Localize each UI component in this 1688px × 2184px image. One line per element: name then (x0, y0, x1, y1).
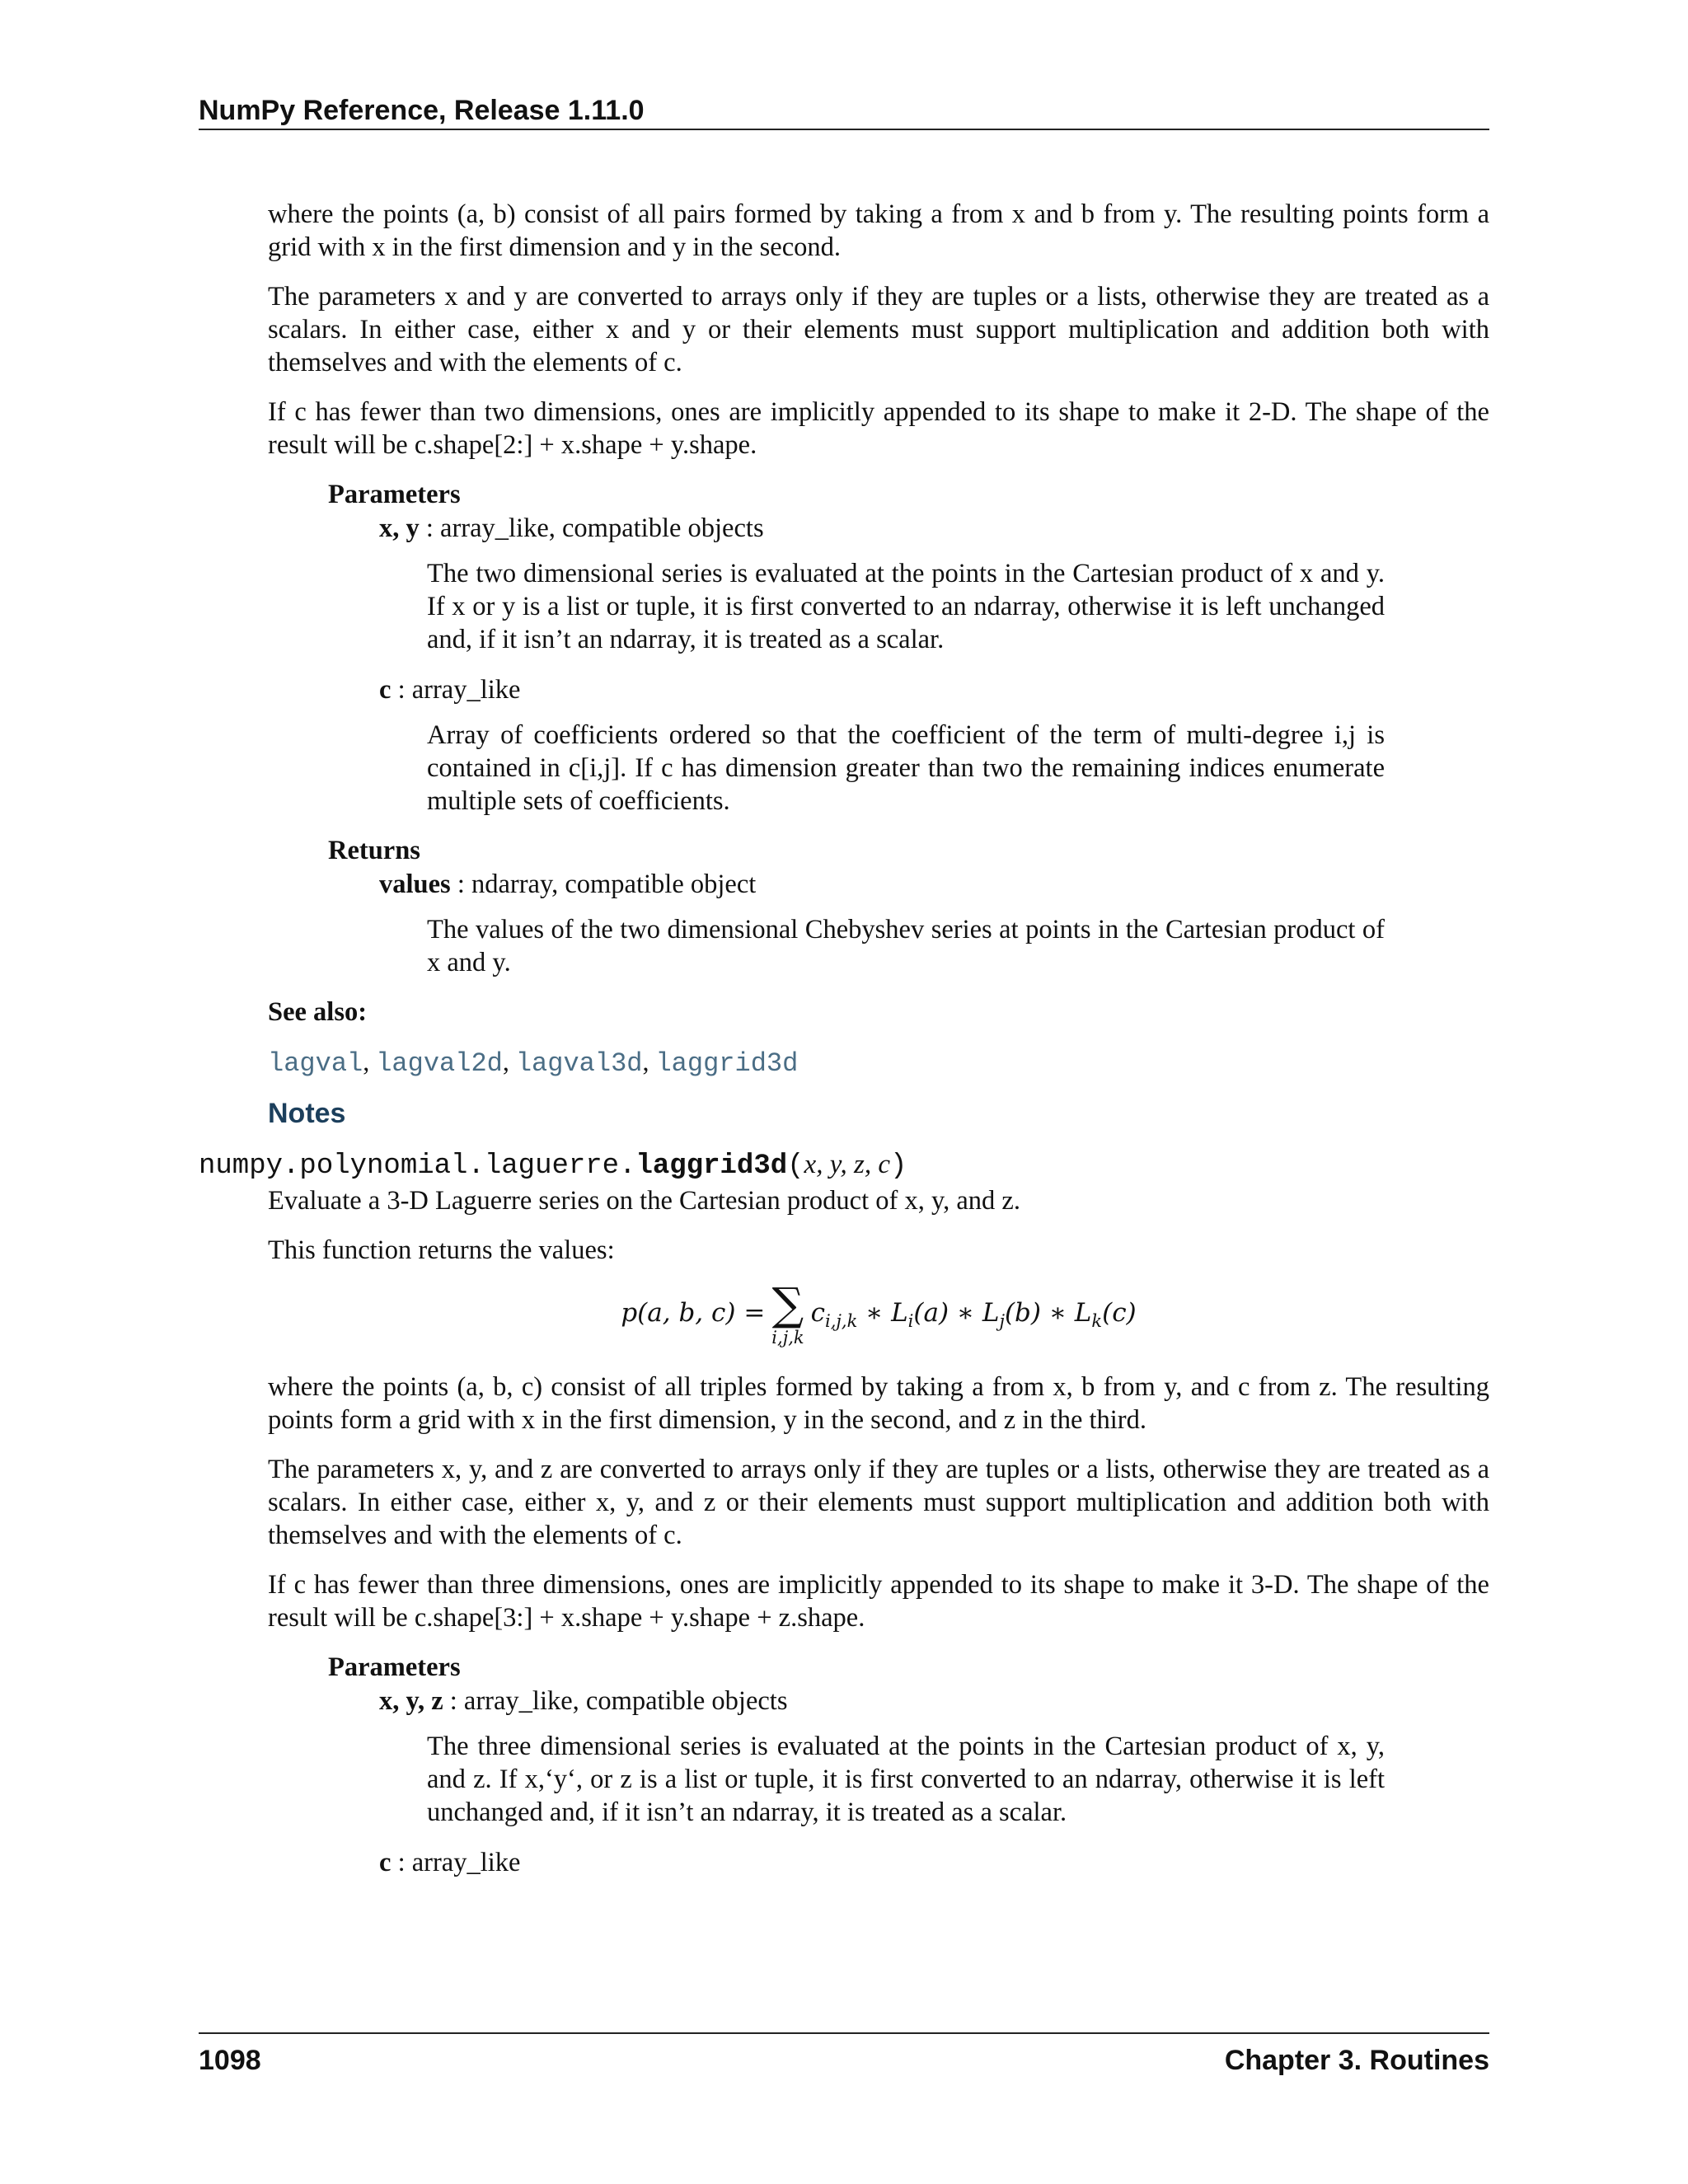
paragraph: where the points (a, b, c) consist of all triples formed by taking a from x, b from y, and c from z. The resulting points form a grid with x in the first dimension, y in the second, and z in the third. (268, 1372, 1489, 1435)
param-x-y-z: x, y, z : array_like, compatible objects The three dimensional series is evaluated at the points in the Cartesian product of x, y, and z. If x,‘y‘, or z is a list or tuple, it is first converted to an ndarray, otherwise it is left unchanged and, if it isn’t an ndarray, it is treated as a scalar. (379, 1686, 1385, 1827)
paragraph: If c has fewer than two dimensions, ones are implicitly appended to its shape to make it 2-D. The shape of the result will be c.shape[2:] + x.shape + y.shape. (268, 397, 1489, 460)
param-name: x, y (379, 513, 420, 543)
summation-index: i,j,k (771, 1328, 804, 1347)
link-lagval2d[interactable]: lagval2d (376, 1048, 503, 1079)
laggrid3d-description (268, 1371, 1489, 1634)
document-title: NumPy Reference, Release 1.11.0 (199, 95, 645, 126)
parameters-field (328, 478, 1489, 818)
page-number: 1098 (199, 2045, 261, 2076)
return-description: The values of the two dimensional Chebyshev series at points in the Cartesian product of x and y. (427, 915, 1385, 977)
formula (268, 1278, 1489, 1349)
paragraph: If c has fewer than three dimensions, ones are implicitly appended to its shape to make it 3-D. The shape of the result will be c.shape[3:] + x.shape + y.shape + z.shape. (268, 1570, 1489, 1633)
paragraph: The parameters x and y are converted to arrays only if they are tuples or a lists, otherwise they are treated as a scalars. In either case, either x and y or their elements must support multiplication and addition both with themselves and with the elements of c. (268, 282, 1489, 377)
link-lagval[interactable]: lagval (268, 1048, 363, 1079)
running-footer (199, 2032, 1489, 2079)
see-also-heading: See also: (268, 997, 368, 1027)
link-laggrid3d[interactable]: laggrid3d (655, 1048, 799, 1079)
paragraph: where the points (a, b) consist of all pairs formed by taking a from x and b from y. The resulting points form a grid with x in the first dimension and y in the second. (268, 199, 1489, 262)
parameters-heading: Parameters (328, 1652, 461, 1682)
running-header (199, 92, 1489, 130)
formula-rhs: $c_{i,j,k}$ ∗ $L_i(a)$ ∗ $L_j(b)$ ∗ $L_k(c)$ (810, 1298, 1137, 1332)
paragraph: The parameters x, y, and z are converted to arrays only if they are tuples or a lists, otherwise they are treated as a scalars. In either case, either x, y, and z or their elements must support multiplication and addition both with themselves and with the elements of c. (268, 1455, 1489, 1550)
sigma-symbol: ∑ (771, 1278, 804, 1330)
formula-lhs: p(a, b, c) = (621, 1298, 766, 1328)
signature-close-paren: ) (890, 1151, 907, 1182)
param-c: c : array_like Array of coefficients ordered so that the coefficient of the term of multi-degree i,j is contained in c[i,j]. If c has dimension greater than two the remaining indices enumerate multiple sets of coefficients. (379, 675, 1385, 816)
laggrid2d-continuation (268, 198, 1489, 462)
signature-open-paren: ( (787, 1151, 804, 1182)
return-name: values (379, 869, 451, 899)
return-type: ndarray, compatible object (471, 869, 757, 899)
return-values: values : ndarray, compatible object The values of the two dimensional Chebyshev series at points in the Cartesian product of x and y. (379, 869, 1385, 977)
param-description: The two dimensional series is evaluated at the points in the Cartesian product of x and y. If x or y is a list or tuple, it is first converted to an ndarray, otherwise it is left unchanged and, if it isn’t an ndarray, it is treated as a scalar. (427, 559, 1385, 654)
signature-module: numpy.polynomial.laguerre. (199, 1151, 636, 1182)
param-name: c (379, 1848, 392, 1877)
returns-heading: Returns (328, 836, 420, 865)
param-description: The three dimensional series is evaluated at the points in the Cartesian product of x, y, and z. If x,‘y‘, or z is a list or tuple, it is first converted to an ndarray, otherwise it is left unchanged and, if it isn’t an ndarray, it is treated as a scalar. (427, 1732, 1385, 1827)
notes-heading: Notes (268, 1098, 346, 1129)
returns-field (328, 834, 1489, 979)
param-c: c : array_like (379, 1848, 521, 1877)
param-type: array_like (411, 675, 521, 705)
param-description: Array of coefficients ordered so that the coefficient of the term of multi-degree i,j is contained in c[i,j]. If c has dimension greater than two the remaining indices enumerate multiple sets of coefficients. (427, 720, 1385, 816)
parameters-heading: Parameters (328, 480, 461, 509)
summation (771, 1278, 804, 1349)
param-type: array_like (411, 1848, 521, 1877)
function-signature (199, 1148, 1489, 1183)
signature-args: x, y, z, c (804, 1150, 891, 1179)
parameters-field (328, 1651, 1489, 1880)
paragraph: This function returns the values: (268, 1235, 615, 1265)
laggrid3d-body (268, 1184, 1489, 1267)
param-name: x, y, z (379, 1686, 443, 1716)
param-type: array_like, compatible objects (440, 513, 764, 543)
see-also-links: lagval, lagval2d, lagval3d, laggrid3d (268, 1047, 799, 1079)
chapter-title: Chapter 3. Routines (1224, 2045, 1489, 2076)
signature-name: laggrid3d (635, 1151, 788, 1182)
link-lagval3d[interactable]: lagval3d (515, 1048, 643, 1079)
function-summary: Evaluate a 3-D Laguerre series on the Cartesian product of x, y, and z. (268, 1186, 1020, 1216)
param-type: array_like, compatible objects (463, 1686, 788, 1716)
param-name: c (379, 675, 392, 705)
page-content (199, 198, 1489, 1895)
param-x-y: x, y : array_like, compatible objects The two dimensional series is evaluated at the points in the Cartesian product of x and y. If x or y is a list or tuple, it is first converted to an ndarray, otherwise it is left unchanged and, if it isn’t an ndarray, it is treated as a scalar. (379, 513, 1385, 654)
